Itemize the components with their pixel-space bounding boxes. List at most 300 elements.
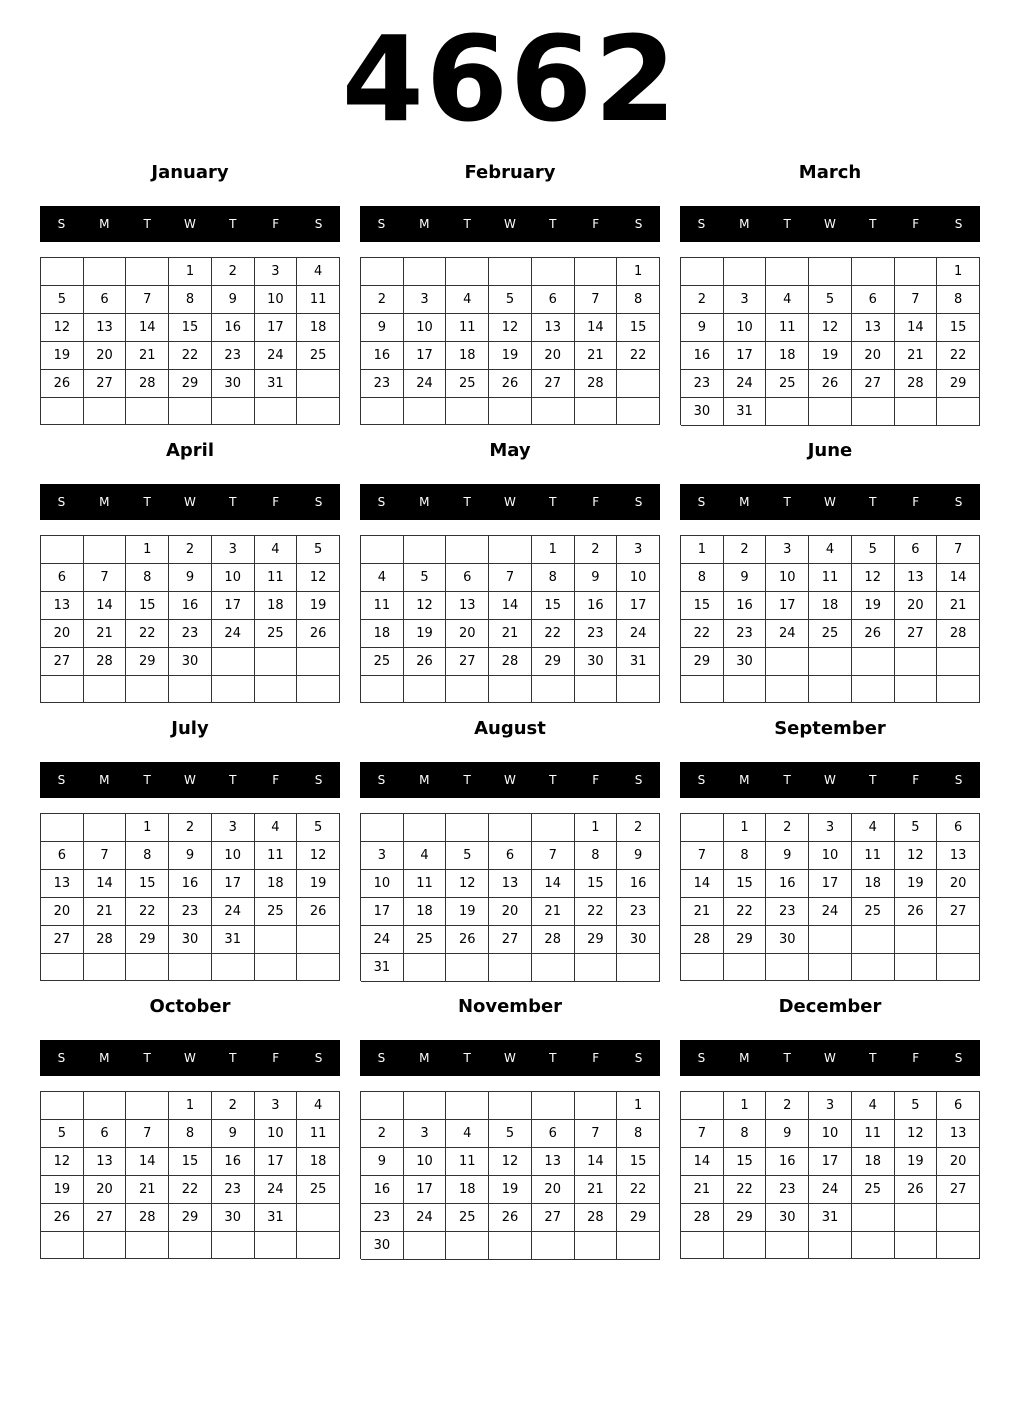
weekday-label: T [463,1051,471,1065]
day-cell: 29 [937,370,980,398]
day-cell: 27 [532,1204,575,1232]
day-cell: 29 [681,648,724,676]
day-cell: 30 [681,398,724,426]
weekday-label: T [143,1051,151,1065]
day-cell: 15 [532,592,575,620]
empty-day-cell [84,676,127,703]
weekday-label: S [314,495,323,509]
weekday-label: S [377,495,386,509]
day-cell: 29 [724,1204,767,1232]
weekday-header [360,762,660,798]
empty-day-cell [404,536,447,564]
day-cell: 20 [446,620,489,648]
month-november [360,991,660,1261]
day-cell: 8 [681,564,724,592]
day-cell: 14 [532,870,575,898]
day-cell: 8 [126,564,169,592]
day-grid [680,1091,980,1259]
day-cell: 7 [575,1120,618,1148]
day-cell: 23 [169,898,212,926]
empty-day-cell [766,954,809,981]
empty-day-cell [297,676,340,703]
empty-day-cell [681,1232,724,1259]
day-cell: 4 [446,1120,489,1148]
day-cell: 30 [575,648,618,676]
empty-day-cell [404,954,447,982]
day-cell: 23 [617,898,660,926]
day-cell: 26 [895,1176,938,1204]
day-cell: 3 [617,536,660,564]
day-cell: 14 [681,870,724,898]
month-april [40,435,340,705]
day-cell: 29 [169,1204,212,1232]
day-cell: 3 [404,1120,447,1148]
day-cell: 4 [255,536,298,564]
day-cell: 13 [532,314,575,342]
day-cell: 9 [575,564,618,592]
day-cell: 29 [126,648,169,676]
day-cell: 25 [852,898,895,926]
month-august [360,713,660,983]
day-cell: 15 [617,1148,660,1176]
day-cell: 9 [724,564,767,592]
day-cell: 25 [446,370,489,398]
day-cell: 30 [361,1232,404,1260]
weekday-label: T [143,773,151,787]
empty-day-cell [532,676,575,703]
empty-day-cell [41,676,84,703]
empty-day-cell [724,676,767,703]
day-cell: 13 [41,592,84,620]
day-cell: 23 [361,1204,404,1232]
day-cell: 4 [809,536,852,564]
empty-day-cell [852,676,895,703]
day-cell: 4 [404,842,447,870]
day-cell: 26 [297,620,340,648]
day-cell: 10 [724,314,767,342]
weekday-label: W [504,1051,516,1065]
day-cell: 26 [297,898,340,926]
day-cell: 18 [446,342,489,370]
empty-day-cell [766,258,809,286]
day-grid [360,535,660,703]
day-cell: 25 [446,1204,489,1232]
day-cell: 16 [212,1148,255,1176]
empty-day-cell [297,370,340,398]
day-cell: 1 [681,536,724,564]
empty-day-cell [937,926,980,954]
day-cell: 12 [41,314,84,342]
day-cell: 16 [681,342,724,370]
day-cell: 15 [126,870,169,898]
day-cell: 9 [169,842,212,870]
day-cell: 31 [617,648,660,676]
empty-day-cell [126,676,169,703]
month-name: February [464,162,556,183]
empty-day-cell [297,398,340,425]
day-cell: 17 [617,592,660,620]
day-cell: 19 [297,592,340,620]
weekday-header [680,1040,980,1076]
day-cell: 18 [297,1148,340,1176]
day-cell: 3 [361,842,404,870]
day-cell: 18 [852,870,895,898]
month-may [360,435,660,705]
weekday-header [680,206,980,242]
day-cell: 7 [937,536,980,564]
weekday-label: F [912,217,920,231]
day-cell: 29 [532,648,575,676]
day-cell: 14 [937,564,980,592]
day-cell: 4 [297,258,340,286]
month-june [680,435,980,705]
month-name: January [151,162,229,183]
empty-day-cell [126,1232,169,1259]
empty-day-cell [41,954,84,981]
empty-day-cell [446,258,489,286]
empty-day-cell [212,648,255,676]
empty-day-cell [852,926,895,954]
empty-day-cell [255,926,298,954]
day-cell: 13 [937,1120,980,1148]
weekday-label: T [783,217,791,231]
weekday-label: S [377,217,386,231]
day-grid [360,257,660,425]
month-name: June [807,440,853,461]
day-cell: 6 [446,564,489,592]
weekday-label: W [824,773,836,787]
day-cell: 9 [169,564,212,592]
empty-day-cell [404,398,447,425]
day-cell: 21 [681,1176,724,1204]
day-cell: 17 [255,1148,298,1176]
day-cell: 18 [404,898,447,926]
day-cell: 4 [361,564,404,592]
day-cell: 19 [297,870,340,898]
day-cell: 24 [404,1204,447,1232]
empty-day-cell [852,954,895,981]
day-cell: 3 [724,286,767,314]
day-cell: 31 [255,370,298,398]
empty-day-cell [895,648,938,676]
day-cell: 11 [446,1148,489,1176]
weekday-label: M [419,495,430,509]
day-cell: 13 [937,842,980,870]
day-cell: 2 [212,1092,255,1120]
month-name: October [149,996,231,1017]
day-cell: 8 [617,1120,660,1148]
day-cell: 20 [84,342,127,370]
day-cell: 19 [489,342,532,370]
empty-day-cell [617,676,660,703]
day-cell: 20 [532,342,575,370]
day-cell: 30 [212,370,255,398]
empty-day-cell [84,814,127,842]
day-cell: 28 [84,926,127,954]
weekday-label: W [504,217,516,231]
weekday-label: F [912,495,920,509]
empty-day-cell [575,954,618,982]
day-cell: 31 [212,926,255,954]
weekday-label: M [739,1051,750,1065]
day-cell: 22 [575,898,618,926]
day-cell: 18 [809,592,852,620]
empty-day-cell [297,648,340,676]
empty-day-cell [809,398,852,426]
weekday-label: M [739,217,750,231]
day-cell: 26 [489,370,532,398]
day-cell: 2 [361,1120,404,1148]
day-cell: 17 [404,1176,447,1204]
day-cell: 29 [617,1204,660,1232]
weekday-label: F [272,1051,280,1065]
day-cell: 7 [84,564,127,592]
day-cell: 11 [766,314,809,342]
day-cell: 24 [809,1176,852,1204]
day-cell: 24 [255,1176,298,1204]
empty-day-cell [766,676,809,703]
day-cell: 11 [255,842,298,870]
day-cell: 30 [169,926,212,954]
empty-day-cell [617,1232,660,1260]
day-cell: 10 [809,1120,852,1148]
day-cell: 20 [41,898,84,926]
day-cell: 27 [41,926,84,954]
weekday-label: F [912,773,920,787]
day-cell: 27 [446,648,489,676]
day-cell: 22 [126,898,169,926]
weekday-label: T [869,495,877,509]
month-january [40,157,340,427]
day-cell: 5 [489,1120,532,1148]
month-september [680,713,980,983]
day-cell: 7 [126,286,169,314]
day-cell: 26 [404,648,447,676]
empty-day-cell [84,954,127,981]
month-name: April [165,440,215,461]
month-october [40,991,340,1261]
empty-day-cell [937,954,980,981]
day-cell: 13 [446,592,489,620]
weekday-label: S [634,495,643,509]
empty-day-cell [895,676,938,703]
day-cell: 24 [255,342,298,370]
day-cell: 18 [766,342,809,370]
empty-day-cell [895,1204,938,1232]
empty-day-cell [937,398,980,426]
day-cell: 2 [766,1092,809,1120]
day-cell: 15 [617,314,660,342]
day-cell: 15 [724,870,767,898]
day-cell: 22 [681,620,724,648]
day-cell: 12 [895,842,938,870]
weekday-label: M [739,773,750,787]
day-cell: 21 [84,898,127,926]
day-cell: 21 [489,620,532,648]
day-cell: 1 [617,1092,660,1120]
day-cell: 20 [489,898,532,926]
weekday-label: M [739,495,750,509]
empty-day-cell [681,258,724,286]
weekday-label: T [869,217,877,231]
empty-day-cell [489,536,532,564]
empty-day-cell [297,954,340,981]
weekday-label: W [184,217,196,231]
day-cell: 23 [169,620,212,648]
day-cell: 27 [937,1176,980,1204]
empty-day-cell [532,814,575,842]
day-cell: 6 [41,564,84,592]
day-cell: 7 [681,1120,724,1148]
day-cell: 24 [724,370,767,398]
day-cell: 4 [852,1092,895,1120]
day-cell: 30 [617,926,660,954]
day-cell: 5 [297,814,340,842]
empty-day-cell [446,398,489,425]
day-cell: 23 [212,1176,255,1204]
empty-day-cell [895,398,938,426]
day-cell: 16 [766,870,809,898]
weekday-header [40,484,340,520]
weekday-label: M [419,1051,430,1065]
day-cell: 15 [575,870,618,898]
day-cell: 25 [766,370,809,398]
day-cell: 16 [361,342,404,370]
weekday-label: T [229,1051,237,1065]
empty-day-cell [617,398,660,425]
empty-day-cell [809,954,852,981]
weekday-label: M [419,773,430,787]
empty-day-cell [937,648,980,676]
weekday-label: F [592,1051,600,1065]
empty-day-cell [617,370,660,398]
day-cell: 13 [489,870,532,898]
day-cell: 26 [895,898,938,926]
day-cell: 19 [852,592,895,620]
day-cell: 12 [895,1120,938,1148]
month-name: November [457,996,563,1017]
empty-day-cell [575,398,618,425]
day-cell: 5 [895,1092,938,1120]
day-cell: 12 [489,1148,532,1176]
empty-day-cell [255,954,298,981]
day-cell: 4 [446,286,489,314]
empty-day-cell [575,676,618,703]
weekday-label: M [99,773,110,787]
day-cell: 29 [575,926,618,954]
day-cell: 5 [41,286,84,314]
day-cell: 10 [212,842,255,870]
weekday-label: S [57,217,66,231]
day-cell: 27 [852,370,895,398]
empty-day-cell [41,536,84,564]
empty-day-cell [361,398,404,425]
weekday-label: S [634,773,643,787]
month-february [360,157,660,427]
empty-day-cell [212,1232,255,1259]
weekday-label: S [697,773,706,787]
day-cell: 31 [809,1204,852,1232]
day-cell: 12 [297,842,340,870]
weekday-header [680,762,980,798]
day-cell: 19 [446,898,489,926]
weekday-label: S [57,773,66,787]
empty-day-cell [297,1204,340,1232]
day-cell: 8 [169,1120,212,1148]
day-cell: 1 [724,814,767,842]
weekday-label: T [229,217,237,231]
day-cell: 9 [766,1120,809,1148]
day-cell: 6 [41,842,84,870]
day-grid [40,535,340,703]
day-cell: 20 [852,342,895,370]
month-name: March [798,162,862,183]
day-cell: 2 [212,258,255,286]
month-july [40,713,340,983]
day-cell: 13 [532,1148,575,1176]
weekday-label: W [824,495,836,509]
day-cell: 17 [361,898,404,926]
empty-day-cell [766,648,809,676]
empty-day-cell [169,1232,212,1259]
weekday-label: T [143,495,151,509]
day-cell: 11 [809,564,852,592]
empty-day-cell [852,1232,895,1259]
day-cell: 22 [617,342,660,370]
day-cell: 3 [212,536,255,564]
day-cell: 21 [84,620,127,648]
day-cell: 3 [404,286,447,314]
month-name: July [171,718,209,739]
empty-day-cell [255,648,298,676]
day-cell: 28 [895,370,938,398]
day-cell: 15 [126,592,169,620]
weekday-label: F [592,495,600,509]
empty-day-cell [41,258,84,286]
day-cell: 12 [809,314,852,342]
empty-day-cell [446,1232,489,1260]
weekday-label: S [377,1051,386,1065]
weekday-label: S [57,1051,66,1065]
month-name: December [778,996,882,1017]
day-cell: 8 [126,842,169,870]
day-cell: 1 [617,258,660,286]
weekday-label: M [99,217,110,231]
weekday-header [360,1040,660,1076]
empty-day-cell [126,258,169,286]
day-cell: 26 [446,926,489,954]
month-december [680,991,980,1261]
day-cell: 6 [852,286,895,314]
day-cell: 25 [255,898,298,926]
weekday-label: S [377,773,386,787]
day-cell: 19 [895,1148,938,1176]
empty-day-cell [532,258,575,286]
day-cell: 21 [937,592,980,620]
empty-day-cell [41,1232,84,1259]
day-cell: 19 [404,620,447,648]
weekday-label: T [463,217,471,231]
day-cell: 25 [404,926,447,954]
day-cell: 4 [297,1092,340,1120]
day-cell: 21 [126,342,169,370]
day-cell: 25 [361,648,404,676]
day-cell: 23 [575,620,618,648]
empty-day-cell [766,398,809,426]
month-march [680,157,980,427]
day-cell: 29 [126,926,169,954]
day-cell: 14 [126,314,169,342]
